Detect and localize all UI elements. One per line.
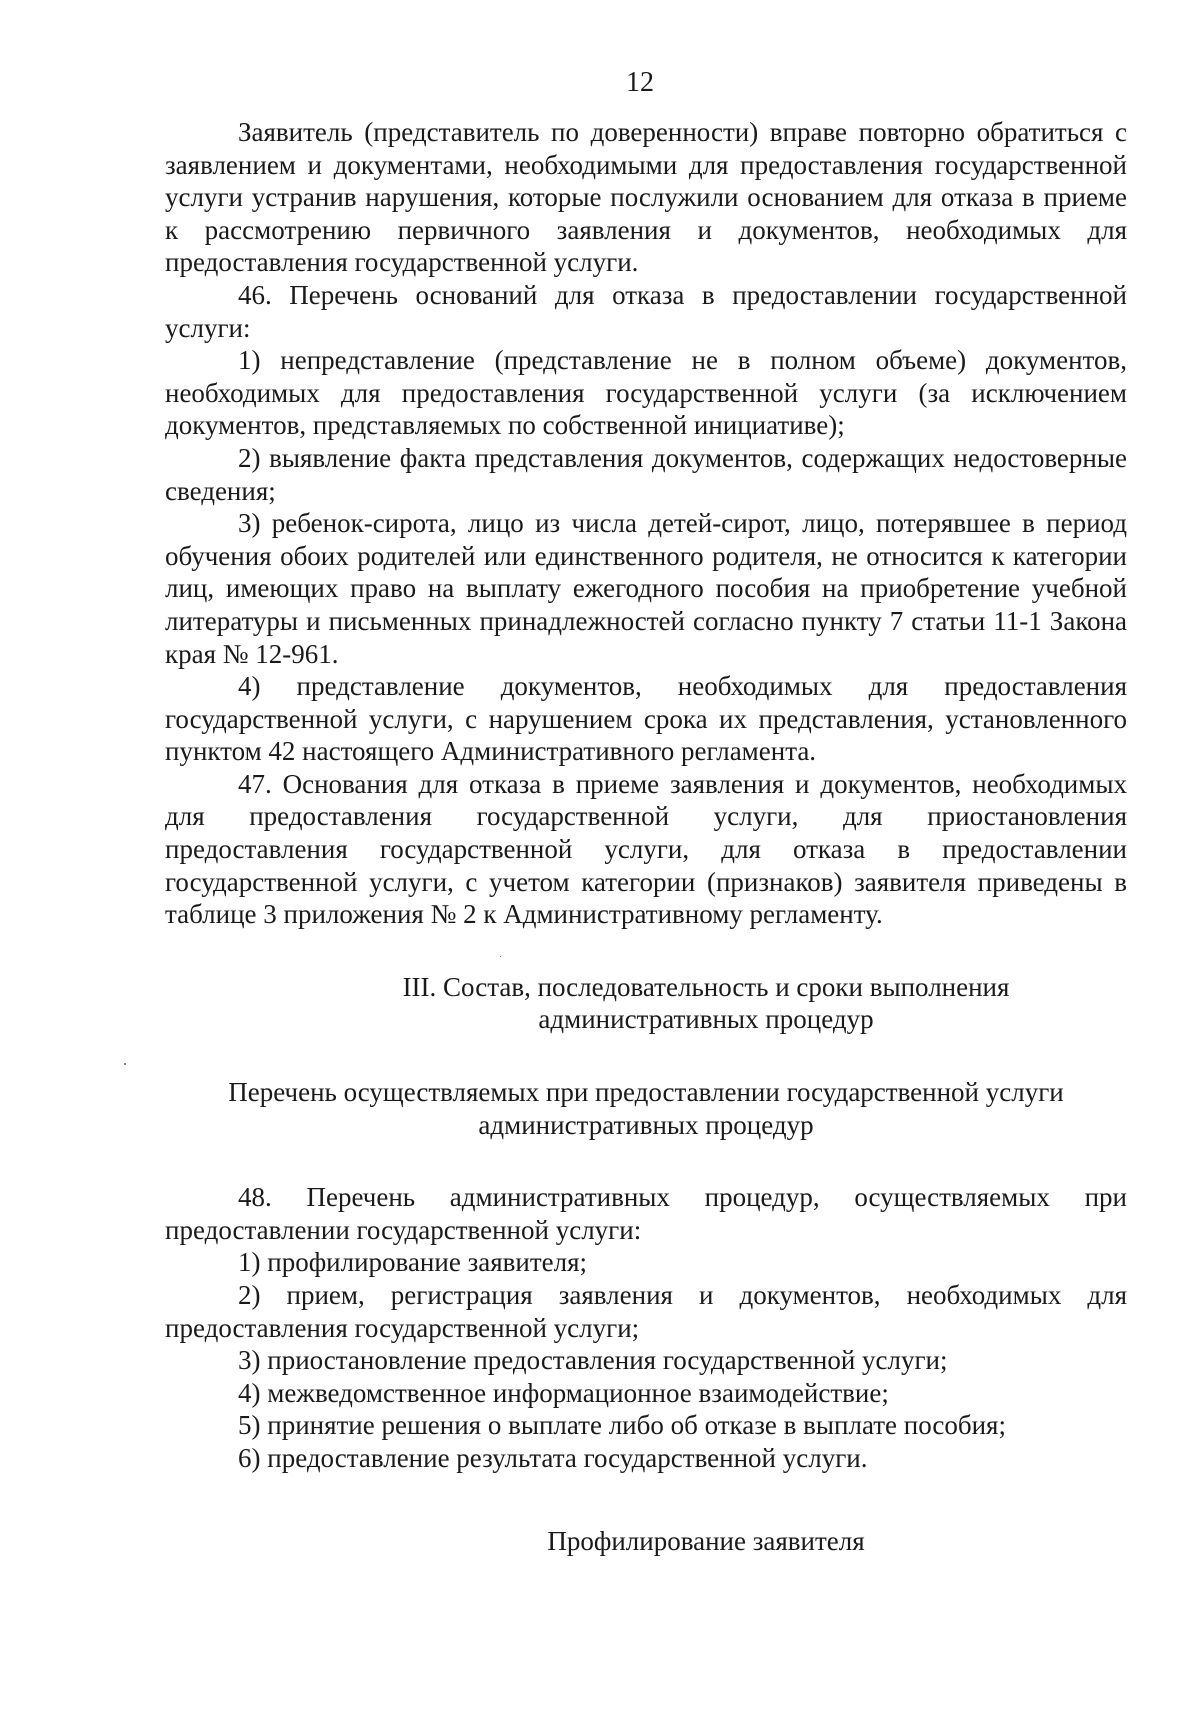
section-title — [165, 971, 1127, 1036]
section-title-line-2: административных процедур — [538, 1004, 874, 1035]
page-number: 12 — [626, 67, 654, 98]
scan-speck — [500, 956, 501, 957]
subsection-title — [165, 1076, 1127, 1141]
section-title-line-1: III. Состав, последовательность и сроки выполнения — [402, 971, 1010, 1002]
paragraph-46-item-1: 1) непредставление (представление не в полном объеме) документов, необходимых для предоставления государственной услуги (за исключением документов, представляемых по собственной инициативе); — [165, 345, 1127, 441]
final-heading: Профилирование заявителя — [547, 1525, 865, 1556]
scan-speck — [124, 1063, 126, 1065]
subsection-title-line-1: Перечень осуществляемых при предоставлении государственной услуги — [228, 1077, 1064, 1108]
paragraph-48-item-5: 5) принятие решения о выплате либо об отказе в выплате пособия; — [238, 1410, 1006, 1441]
paragraph-47: 47. Основания для отказа в приеме заявления и документов, необходимых для предоставления государственной услуги, для приостановления предоставления государственной услуги, для отказа в предоставлении государственной услуги, с учетом категории (признаков) заявителя приведены в таблице 3 приложения № 2 к Административному регламенту. — [165, 768, 1127, 930]
document-body — [165, 116, 1127, 1557]
paragraph-48-item-1: 1) профилирование заявителя; — [238, 1247, 588, 1278]
paragraph-46-item-3: 3) ребенок-сирота, лицо из числа детей-сирот, лицо, потерявшее в период обучения обоих родителей или единственного родителя, не относится к категории лиц, имеющих право на выплату ежегодного пособия на приобретение учебной литературы и письменных принадлежностей согласно пункту 7 статьи 11-1 Закона края № 12-961. — [165, 508, 1127, 669]
paragraph-46-item-4: 4) представление документов, необходимых для предоставления государственной услуги, с нарушением срока их представления, установленного пунктом 42 настоящего Административного регламента. — [165, 671, 1127, 767]
subsection-title-line-2: административных процедур — [478, 1109, 814, 1140]
paragraph-48: 48. Перечень административных процедур, осуществляемых при предоставлении государственной услуги: — [165, 1182, 1127, 1245]
paragraph-48-item-6: 6) предоставление результата государственной услуги. — [238, 1442, 868, 1473]
paragraph-46: 46. Перечень оснований для отказа в предоставлении государственной услуги: — [165, 279, 1127, 343]
paragraph-46-item-2: 2) выявление факта представления документов, содержащих недостоверные сведения; — [165, 442, 1127, 506]
paragraph-48-item-3: 3) приостановление предоставления государственной услуги; — [238, 1345, 948, 1376]
paragraph-48-item-4: 4) межведомственное информационное взаимодействие; — [238, 1377, 889, 1408]
paragraph-reapply: Заявитель (представитель по доверенности) вправе повторно обратиться с заявлением и документами, необходимыми для предоставления государственной услуги устранив нарушения, которые послужили основанием для отказа в приеме к рассмотрению первичного заявления и документов, необходимых для предоставления государственной услуги. — [165, 117, 1127, 278]
paragraph-48-item-2: 2) прием, регистрация заявления и документов, необходимых для предоставления государственной услуги; — [165, 1280, 1127, 1343]
